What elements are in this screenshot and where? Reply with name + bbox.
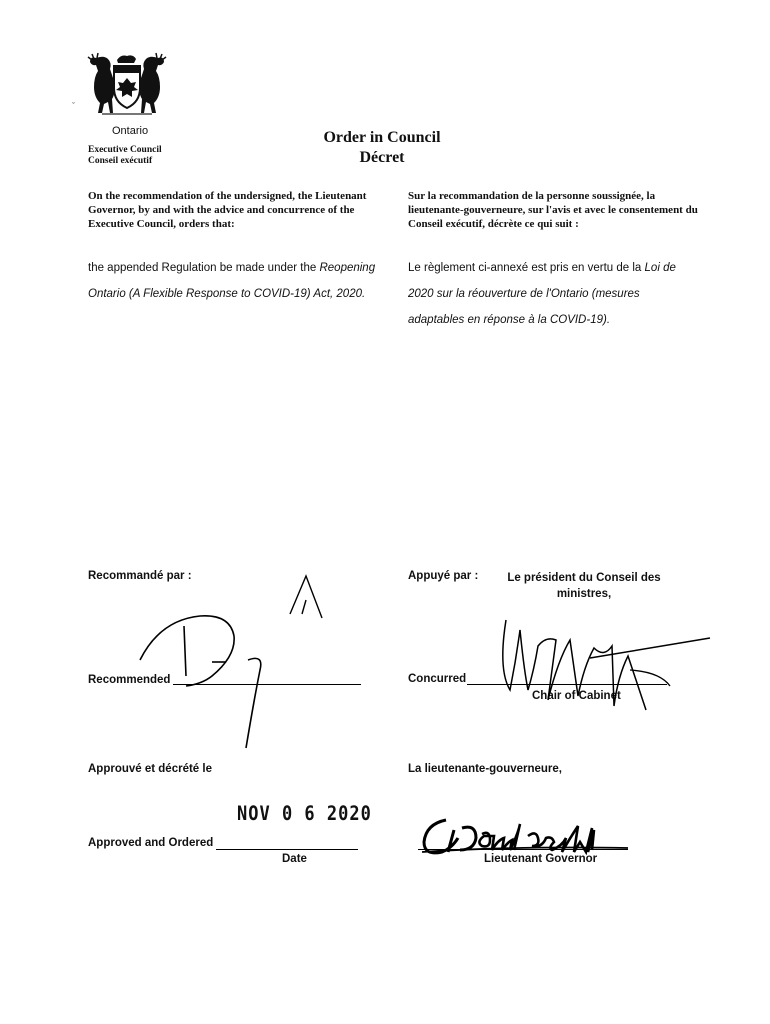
act-title-en: Reopening Ontario (A Flexible Response to COVID-19) Act, 2020.: [88, 262, 376, 300]
title-en: Order in Council: [323, 129, 441, 146]
executive-council-label: [88, 145, 162, 167]
recommended-en-label: Recommended: [88, 674, 171, 686]
supported-fr-label: Appuyé par :: [408, 570, 479, 582]
president-fr-label: Le président du Conseil des ministres,: [507, 572, 661, 600]
page-title: [300, 128, 464, 168]
title-fr: Décret: [359, 149, 405, 166]
approved-fr-label: Approuvé et décrété le: [88, 763, 212, 775]
recommended-fr-label: Recommandé par :: [88, 570, 192, 582]
chair-of-cabinet-label: Chair of Cabinet: [532, 690, 621, 702]
order-text-fr: [408, 255, 698, 333]
recommendation-en: On the recommendation of the undersigned, the Lieutenant Governor, by and with the advice and concurrence of the Executive Council, orders that:: [88, 190, 367, 230]
lieutenant-governor-en-label: Lieutenant Governor: [484, 853, 598, 865]
lieutenant-governor-signature: [416, 808, 632, 860]
date-label: Date: [282, 853, 307, 865]
check-mark: ˇ: [72, 101, 75, 111]
council-en: Executive Council: [88, 145, 162, 155]
recommended-signature: [120, 570, 320, 750]
date-stamp: NOV 0 6 2020: [237, 802, 372, 826]
order-fr-plain: Le règlement ci-annexé est pris en vertu de la: [408, 262, 645, 274]
province-name: Ontario: [112, 125, 149, 137]
order-en-plain: the appended Regulation be made under the: [88, 262, 320, 274]
date-line: [216, 849, 358, 850]
recommendation-fr: Sur la recommandation de la personne soussignée, la lieutenante-gouverneure, sur l'avis et avec le consentement du Conseil exécutif, décrète ce qui suit :: [408, 190, 698, 230]
order-text-en: [88, 255, 378, 307]
concurred-signature: [490, 610, 715, 700]
concurred-en-label: Concurred: [408, 673, 467, 685]
lieutenant-governor-fr-label: La lieutenante-gouverneure,: [408, 763, 563, 775]
act-title-fr: Loi de 2020 sur la réouverture de l'Ontario (mesures adaptables en réponse à la COVID-19).: [408, 262, 676, 326]
ontario-coat-of-arms-icon: [84, 50, 170, 122]
approved-en-label: Approved and Ordered: [88, 837, 214, 849]
council-fr: Conseil exécutif: [88, 156, 153, 166]
